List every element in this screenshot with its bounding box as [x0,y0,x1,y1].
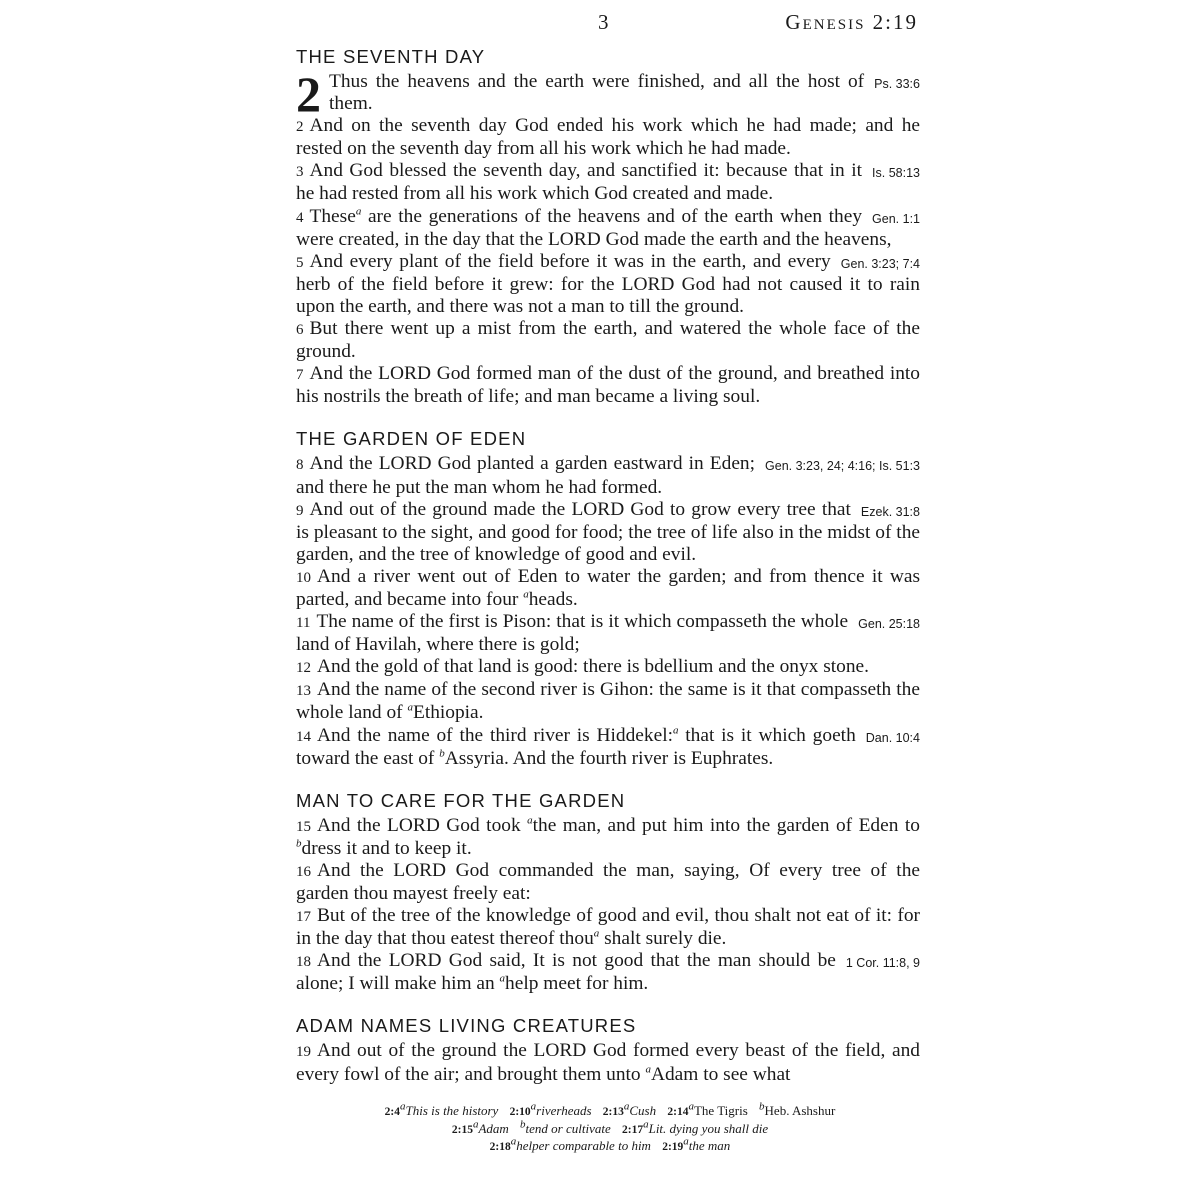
section-man-to-care [296,790,920,996]
verse [296,815,920,860]
verse-text: And the LORD God took [317,814,528,836]
page-header [296,8,920,38]
footnote-marker[interactable]: a [355,205,362,218]
verse [296,160,920,205]
section-heading: ADAM NAMES LIVING CREATURES [296,1015,637,1037]
verse-text: And the name of the third river is Hiddekel: [317,724,673,746]
verse-text: heads. [528,588,578,610]
footnote: 2:13$^a$Cush [602,1100,657,1118]
verse-text: Assyria. And the fourth river is Euphrates. [444,747,774,769]
footnote-marker[interactable]: a [523,588,529,601]
verse [296,251,920,318]
footnote: 2:17$^a$Lit. dying you shall die [622,1118,769,1136]
verse-number: 5 [296,254,304,271]
verse [296,725,920,770]
verse-number: 11 [296,615,311,632]
verse-number: 3 [296,164,304,181]
verse-text: And on the seventh day God ended his work which he had made; and he rested on the seventh day from all his work which he had made. [296,115,920,160]
footnote-marker[interactable]: a [499,972,506,985]
verse [296,860,920,905]
verse [296,950,920,995]
verse [296,566,920,611]
verse [296,206,920,251]
page-number: 3 [598,10,609,34]
verse [296,611,920,656]
footnote-marker[interactable]: a [672,724,679,737]
verse [296,905,920,950]
footnote-marker[interactable]: b [296,837,302,850]
cross-reference: Dan. 10:4 [865,730,920,745]
footnote: 2:4$^a$This is the history [384,1100,499,1118]
footnote-marker[interactable]: a [407,701,413,714]
verse [296,115,920,160]
footnote-marker[interactable]: a [527,814,533,827]
cross-reference: Is. 58:13 [872,166,920,181]
verse-text: And the LORD God commanded the man, saying, Of every tree of the garden thou mayest freely eat: [296,859,920,904]
verse-text: are the generations of the heavens and of the earth when they were created, in the day that the LORD God made the earth and the heavens, [296,205,892,250]
verse [296,656,920,679]
verse-text: And the LORD God said, It is not good that the man should be alone; I will make him an [296,950,836,995]
verse-number: 18 [296,954,311,971]
section-heading: THE SEVENTH DAY [296,46,486,67]
footnote: 2:15$^a$Adam [451,1118,509,1136]
verse-text: And out of the ground made the LORD God to grow every tree that is pleasant to the sight, and good for food; the tree of life also in the midst of the garden, and the tree of knowledge of good and evil. [296,498,920,565]
footnote: 2:18$^a$helper comparable to him [489,1135,651,1153]
verse-text: These [309,205,356,227]
verse-text: Ethiopia. [412,702,484,724]
footnote-marker[interactable]: a [645,1063,651,1076]
verse-number: 6 [296,322,304,339]
section-heading: THE GARDEN OF EDEN [296,428,527,450]
verse-number: 7 [296,367,304,384]
footnote: 2:14$^a$The Tigris [667,1100,748,1118]
verse-number: 19 [296,1044,311,1061]
verse-text: And the name of the second river is Gihon: the same is it that compasseth the whole land of [296,679,920,724]
verse [296,1040,920,1085]
verse-text: But there went up a mist from the earth, and watered the whole face of the ground. [296,318,920,363]
footnote-marker[interactable]: b [439,747,445,760]
verse-text: But of the tree of the knowledge of good and evil, thou shalt not eat of it: for in the day that thou eatest thereof thou [296,905,920,950]
verse-text: shalt surely die. [599,928,727,950]
verse-number: 9 [296,502,304,519]
verse-number: 16 [296,863,311,880]
section-seventh-day [296,46,920,408]
verse-number: 12 [296,660,311,677]
running-head: Genesis 2:19 [785,10,918,34]
verse-text: And out of the ground the LORD God formed every beast of the field, and every fowl of the air; and brought them unto [296,1040,920,1085]
verse-text: The name of the first is Pison: that is it which compasseth the whole land of Havilah, where there is gold; [296,611,849,656]
chapter-number: 2 [296,66,321,122]
section-garden-of-eden [296,428,920,769]
verse-text: Thus the heavens and the earth were finished, and all the host of them. [329,71,865,115]
verse-number: 2 [296,119,304,136]
footnote: 2:19$^a$the man [662,1135,731,1153]
verse-text: And every plant of the field before it was in the earth, and every herb of the field before it grew: for the LORD God had not caused it to rain upon the earth, and there was not a man to till the ground. [296,250,920,317]
verse-text: Adam to see what [650,1063,791,1085]
verse-number: 13 [296,683,311,700]
scripture-text [296,46,920,1106]
footnotes [300,1100,920,1156]
verse-text: And the gold of that land is good: there is bdellium and the onyx stone. [317,656,870,678]
cross-reference: Gen. 3:23; 7:4 [840,256,920,271]
cross-reference: Gen. 3:23, 24; 4:16; Is. 51:3 [765,459,920,474]
verse-text: And the LORD God formed man of the dust of the ground, and breathed into his nostrils the breath of life; and man became a living soul. [296,363,920,408]
verse-number: 8 [296,457,304,474]
footnote-marker[interactable]: a [593,927,600,940]
section-adam-names [296,1015,920,1085]
verse-number: 10 [296,569,311,586]
footnote: $^b$tend or cultivate [520,1118,611,1136]
verse-text: And God blessed the seventh day, and sanctified it: because that in it he had rested from all his work which God created and made. [296,160,863,205]
cross-reference: Gen. 1:1 [872,211,920,226]
cross-reference: Ps. 33:6 [874,77,920,91]
verse-text: dress it and to keep it. [301,837,472,859]
cross-reference: Ezek. 31:8 [860,504,920,519]
verse-number: 15 [296,818,311,835]
cross-reference: Gen. 25:18 [858,617,920,632]
verse-number: 17 [296,909,311,926]
cross-reference: 1 Cor. 11:8, 9 [845,956,920,971]
verse-text: the man, and put him into the garden of Eden to [532,814,920,836]
verse [296,679,920,724]
footnote: 2:10$^a$riverheads [509,1100,592,1118]
verse-number: 4 [296,209,304,226]
section-heading: MAN TO CARE FOR THE GARDEN [296,789,626,811]
verse [296,318,920,363]
verse [296,66,920,122]
verse-number: 14 [296,728,311,745]
verse-text: that is it which goeth toward the east of [296,724,856,769]
verse-text: And a river went out of Eden to water the garden; and from thence it was parted, and became into four [296,565,920,610]
verse-text: help meet for him. [505,973,649,995]
verse [296,499,920,566]
verse [296,453,920,498]
footnote: $^b$Heb. Ashshur [759,1100,836,1118]
verse-text: And the LORD God planted a garden eastward in Eden; and there he put the man whom he had formed. [296,453,756,498]
verse [296,363,920,408]
